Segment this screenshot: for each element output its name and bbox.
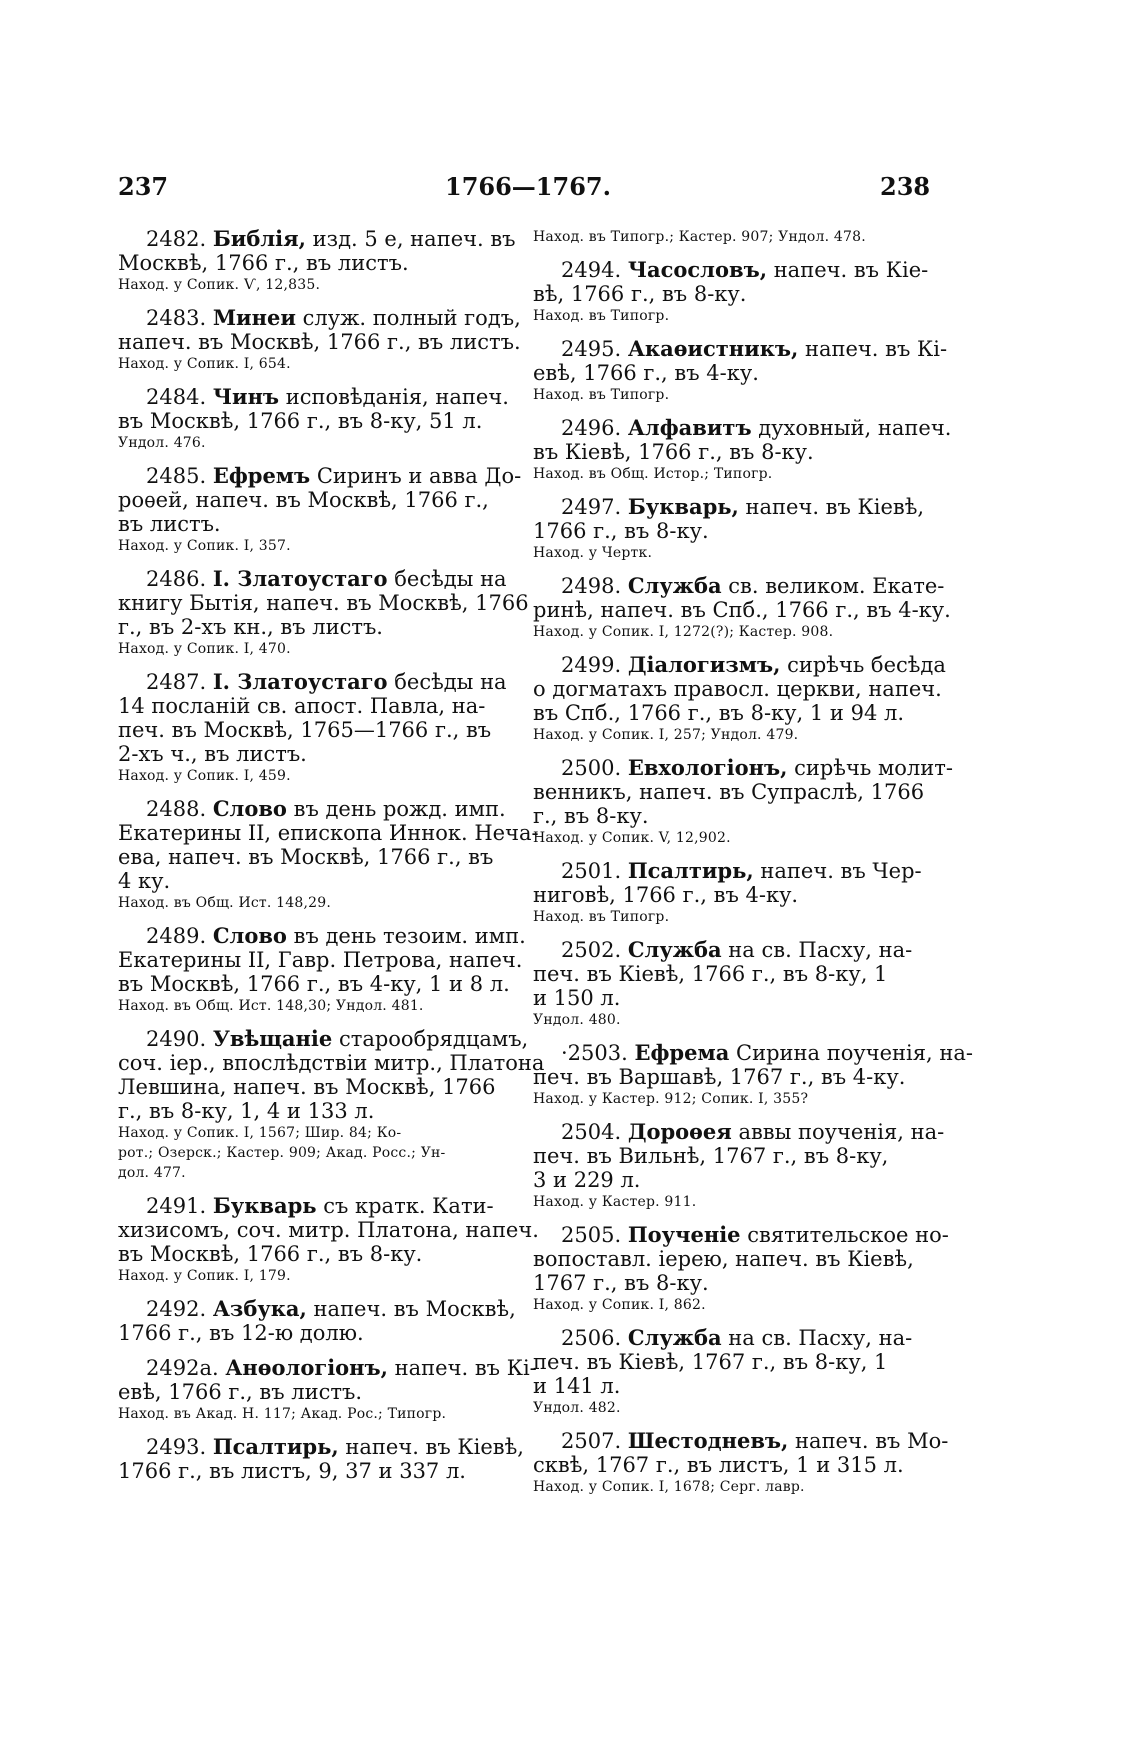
entry-text: на св. Пасху, на- — [728, 938, 913, 962]
entry-text: напеч. въ Москвѣ, — [313, 1297, 516, 1321]
entry-text-line: ринѣ, напеч. въ Спб., 1766 г., въ 4-ку. — [533, 598, 951, 622]
entry-text-line: въ Москвѣ, 1766 г., въ 8-ку. — [118, 1242, 423, 1266]
entry-source: Наход. у Сопик. I, 1567; Шир. 84; Ко- — [118, 1125, 402, 1141]
entry-text-line: 1766 г., въ 8-ку. — [533, 519, 709, 543]
entry-text-line: роѳей, напеч. въ Москвѣ, 1766 г., — [118, 488, 489, 512]
left-column — [118, 226, 545, 1494]
entry-number: 2492а. — [146, 1356, 219, 1380]
catalog-entry — [533, 652, 946, 745]
entry-first-line — [533, 859, 923, 883]
entry-number: 2483. — [146, 306, 207, 330]
entry-text: напеч. въ Чер- — [760, 859, 922, 883]
entry-text-line: 1767 г., въ 8-ку. — [533, 1271, 709, 1295]
entry-source: Наход. въ Типогр.; Кастер. 907; Ундол. 478. — [533, 229, 866, 245]
catalog-entry — [118, 796, 539, 913]
entry-source: Наход. въ Типогр. — [533, 909, 670, 925]
catalog-entry — [533, 227, 923, 247]
entry-source: Наход. у Сопик. Ѵ, 12,835. — [118, 277, 321, 293]
catalog-entry — [533, 755, 953, 848]
entry-text-line: въ Кіевѣ, 1766 г., въ 8-ку. — [533, 440, 814, 464]
running-title: 1766—1767. — [445, 172, 611, 201]
catalog-entry — [533, 938, 923, 1030]
catalog-entry — [533, 1222, 949, 1315]
entry-number: 2497. — [561, 495, 622, 519]
entry-first-line — [118, 384, 509, 409]
entry-title: Служба — [627, 573, 722, 598]
catalog-entry — [118, 1026, 545, 1183]
entry-text-line: напеч. въ Москвѣ, 1766 г., въ листъ. — [118, 330, 521, 354]
entry-text-line: 1766 г., въ листъ, 9, 37 и 337 л. — [118, 1459, 466, 1483]
catalog-entry — [118, 1434, 524, 1483]
entry-number: 2489. — [146, 924, 207, 948]
entry-number: 2504. — [561, 1120, 622, 1144]
entry-text-line: г., въ 2-хъ кн., въ листъ. — [118, 615, 383, 639]
entry-source: Наход. у Сопик. I, 654. — [118, 356, 291, 372]
entry-title: Евхологіонъ, — [627, 755, 788, 780]
catalog-entry — [118, 384, 509, 453]
entry-source: Наход. въ Общ. Ист. 148,29. — [118, 895, 331, 911]
entry-title: Букварь — [212, 1193, 317, 1218]
entry-text: Сиринъ и авва До- — [316, 464, 522, 488]
entry-first-line — [118, 1355, 537, 1380]
entry-title: Анѳологіонъ, — [225, 1355, 388, 1380]
entry-text: напеч. въ Кіе- — [773, 258, 929, 282]
entry-source: Наход. у Сопик. I, 862. — [533, 1297, 706, 1313]
catalog-entry — [533, 1326, 923, 1418]
entry-text: служ. полный годъ, — [302, 306, 521, 330]
entry-number: 2498. — [561, 574, 622, 598]
entry-first-line — [118, 566, 507, 591]
entry-text: въ день рожд. имп. — [293, 797, 506, 821]
entry-number: 2484. — [146, 385, 207, 409]
entry-first-line — [533, 1428, 949, 1453]
entry-text-line: 3 и 229 л. — [533, 1168, 641, 1192]
catalog-entry — [118, 566, 529, 659]
entry-first-line — [533, 1222, 949, 1247]
entry-title: Библія, — [212, 226, 306, 251]
entry-number: 2507. — [561, 1429, 622, 1453]
entry-source: Наход. у Сопик. I, 257; Ундол. 479. — [533, 727, 799, 743]
entry-text: изд. 5 е, напеч. въ — [312, 227, 516, 251]
entry-text: напеч. въ Мо- — [795, 1429, 949, 1453]
entry-text: аввы поученія, на- — [738, 1120, 945, 1144]
entry-title: Минеи — [212, 305, 296, 330]
entry-first-line — [533, 1040, 973, 1065]
entry-title: Часословъ, — [627, 257, 767, 282]
entry-first-line — [533, 257, 929, 282]
entry-first-line — [118, 305, 521, 330]
catalog-entry — [533, 1040, 973, 1109]
entry-title: Увѣщаніе — [212, 1026, 333, 1051]
entry-first-line — [118, 923, 526, 948]
entry-title: Слово — [212, 923, 287, 948]
catalog-entry — [533, 859, 923, 927]
entry-text: на св. Пасху, на- — [728, 1326, 913, 1350]
entry-source: Наход. у Кастер. 912; Сопик. I, 355? — [533, 1091, 809, 1107]
entry-number: 2500. — [561, 756, 622, 780]
catalog-entry — [118, 923, 526, 1016]
entry-number: ·2503. — [561, 1041, 628, 1065]
entry-title: Псалтирь, — [212, 1434, 339, 1459]
entry-text-line: 1766 г., въ 12-ю долю. — [118, 1321, 364, 1345]
catalog-entry — [533, 336, 948, 405]
entry-source: Наход. въ Акад. Н. 117; Акад. Рос.; Типогр. — [118, 1406, 447, 1422]
entry-text-line: печ. въ Варшавѣ, 1767 г., въ 4-ку. — [533, 1065, 906, 1089]
entry-text-line: Левшина, напеч. въ Москвѣ, 1766 — [118, 1075, 496, 1099]
entry-text: Сирина поученія, на- — [736, 1041, 973, 1065]
entry-title: Букварь, — [627, 494, 739, 519]
entry-text-line: евѣ, 1766 г., въ 4-ку. — [533, 361, 759, 385]
entry-title: Шестодневъ, — [627, 1428, 789, 1453]
entry-text-line: хизисомъ, соч. митр. Платона, напеч. — [118, 1218, 539, 1242]
entry-first-line — [118, 226, 516, 251]
entry-source: Наход. у Сопик. I, 1678; Серг. лавр. — [533, 1479, 805, 1495]
entry-text: св. великом. Екате- — [728, 574, 945, 598]
catalog-entry — [118, 1296, 516, 1345]
catalog-entry — [118, 305, 521, 374]
entry-source: Наход. у Сопик. I, 179. — [118, 1268, 291, 1284]
catalog-entry — [533, 495, 923, 563]
entry-source: рот.; Озерск.; Кастер. 909; Акад. Росс.; Ун- — [118, 1145, 446, 1161]
entry-number: 2493. — [146, 1435, 207, 1459]
catalog-entry — [533, 257, 929, 326]
entry-source: Наход. у Сопик. I, 459. — [118, 768, 291, 784]
entry-first-line — [533, 755, 953, 780]
entry-text-line: 2-хъ ч., въ листъ. — [118, 742, 307, 766]
entry-text-line: Екатерины II, Гавр. Петрова, напеч. — [118, 948, 523, 972]
page-number-right: 238 — [880, 172, 931, 201]
catalog-entry — [118, 226, 516, 295]
entry-title: Псалтирь, — [627, 858, 754, 883]
entry-text-line: Екатерины II, епископа Иннок. Неча- — [118, 821, 539, 845]
entry-text-line: въ листъ. — [118, 512, 221, 536]
entry-title: Ефремъ — [212, 463, 311, 488]
entry-text: съ кратк. Кати- — [323, 1194, 494, 1218]
entry-first-line — [533, 415, 952, 440]
entry-first-line — [533, 495, 923, 519]
entry-text-line: и 150 л. — [533, 986, 621, 1010]
entry-first-line — [533, 1119, 945, 1144]
entry-text: сирѣчь бесѣда — [787, 653, 946, 677]
entry-text-line: печ. въ Кіевѣ, 1767 г., въ 8-ку, 1 — [533, 1350, 888, 1374]
entry-title: Слово — [212, 796, 287, 821]
entry-text: напеч. въ Кі- — [394, 1356, 537, 1380]
entry-number: 2496. — [561, 416, 622, 440]
entry-text: напеч. въ Кіевѣ, — [745, 495, 925, 519]
catalog-entry — [533, 1119, 945, 1212]
entry-first-line — [533, 573, 945, 598]
entry-first-line — [533, 336, 948, 361]
entry-source: Наход. у Кастер. 911. — [533, 1194, 697, 1210]
entry-title: Служба — [627, 1325, 722, 1350]
entry-source: дол. 477. — [118, 1165, 186, 1181]
catalog-entry — [533, 573, 951, 642]
entry-number: 2492. — [146, 1297, 207, 1321]
entry-title: Діалогизмъ, — [627, 652, 781, 677]
catalog-entry — [533, 415, 952, 484]
entry-text-line: сквѣ, 1767 г., въ листъ, 1 и 315 л. — [533, 1453, 904, 1477]
entry-source: Ундол. 476. — [118, 435, 206, 451]
entry-text-line: венникъ, напеч. въ Супраслѣ, 1766 — [533, 780, 925, 804]
entry-number: 2495. — [561, 337, 622, 361]
entry-text-line: печ. въ Москвѣ, 1765—1766 г., въ — [118, 718, 492, 742]
entry-number: 2490. — [146, 1027, 207, 1051]
entry-text-line: о догматахъ правосл. церкви, напеч. — [533, 677, 942, 701]
entry-text: святительское но- — [747, 1223, 949, 1247]
entry-number: 2501. — [561, 859, 622, 883]
entry-text: старообрядцамъ, — [338, 1027, 529, 1051]
entry-source: Наход. въ Общ. Истор.; Типогр. — [533, 466, 773, 482]
catalog-entry — [118, 1193, 539, 1286]
entry-title: Ефрема — [634, 1040, 730, 1065]
entry-title: І. Златоустаго — [212, 669, 388, 694]
catalog-entry — [118, 1355, 537, 1424]
entry-title: Дороѳея — [627, 1119, 732, 1144]
entry-text-line: вѣ, 1766 г., въ 8-ку. — [533, 282, 747, 306]
entry-text-line: книгу Бытія, напеч. въ Москвѣ, 1766 — [118, 591, 529, 615]
entry-text-line: евѣ, 1766 г., въ листъ. — [118, 1380, 363, 1404]
entry-title: І. Златоустаго — [212, 566, 388, 591]
entry-text: бесѣды на — [394, 670, 507, 694]
entry-text-line: ева, напеч. въ Москвѣ, 1766 г., въ — [118, 845, 494, 869]
entry-text: бесѣды на — [394, 567, 507, 591]
entry-number: 2502. — [561, 938, 622, 962]
entry-number: 2482. — [146, 227, 207, 251]
entry-title: Алфавитъ — [627, 415, 752, 440]
catalog-entry — [118, 669, 507, 786]
entry-first-line — [118, 463, 522, 488]
entry-number: 2499. — [561, 653, 622, 677]
entry-title: Служба — [627, 937, 722, 962]
entry-text-line: 4 ку. — [118, 869, 171, 893]
entry-first-line — [533, 938, 923, 962]
entry-source: Ундол. 480. — [533, 1012, 621, 1028]
entry-text: въ день тезоим. имп. — [293, 924, 526, 948]
entry-text: духовный, напеч. — [758, 416, 952, 440]
entry-source: Наход. у Сопик. I, 470. — [118, 641, 291, 657]
entry-title: Чинъ — [212, 384, 280, 409]
entry-text: сирѣчь молит- — [794, 756, 953, 780]
right-column — [533, 227, 973, 1508]
entry-source: Наход. въ Типогр. — [533, 308, 670, 324]
entry-first-line — [118, 1194, 503, 1218]
entry-first-line — [118, 1296, 516, 1321]
entry-first-line — [533, 652, 946, 677]
entry-title: Азбука, — [212, 1296, 307, 1321]
entry-number: 2494. — [561, 258, 622, 282]
entry-number: 2488. — [146, 797, 207, 821]
entry-title: Акаѳистникъ, — [627, 336, 799, 361]
catalog-entry — [533, 1428, 949, 1497]
entry-source: Наход. у Сопик. V, 12,902. — [533, 830, 731, 846]
entry-first-line — [118, 669, 507, 694]
entry-number: 2506. — [561, 1326, 622, 1350]
entry-text: напеч. въ Кі- — [804, 337, 948, 361]
entry-text-line: печ. въ Вильнѣ, 1767 г., въ 8-ку, — [533, 1144, 889, 1168]
entry-text-line: печ. въ Кіевѣ, 1766 г., въ 8-ку, 1 — [533, 962, 888, 986]
entry-source: Наход. въ Общ. Ист. 148,30; Ундол. 481. — [118, 998, 424, 1014]
entry-text-line: г., въ 8-ку, 1, 4 и 133 л. — [118, 1099, 375, 1123]
entry-first-line — [118, 1026, 529, 1051]
entry-number: 2491. — [146, 1194, 207, 1218]
entry-source: Наход. у Чертк. — [533, 545, 653, 561]
entry-text: напеч. въ Кіевѣ, — [345, 1435, 524, 1459]
entry-text-line: въ Спб., 1766 г., въ 8-ку, 1 и 94 л. — [533, 701, 905, 725]
entry-text: исповѣданія, напеч. — [285, 385, 509, 409]
entry-text-line: 14 посланій св. апост. Павла, на- — [118, 694, 486, 718]
entry-number: 2485. — [146, 464, 207, 488]
entry-source: Наход. у Сопик. I, 357. — [118, 538, 291, 554]
entry-source: Наход. у Сопик. I, 1272(?); Кастер. 908. — [533, 624, 834, 640]
page-header — [0, 172, 1140, 212]
entry-text-line: ниговѣ, 1766 г., въ 4-ку. — [533, 883, 799, 907]
entry-title: Поученіе — [627, 1222, 741, 1247]
entry-source: Ундол. 482. — [533, 1400, 621, 1416]
catalog-entry — [118, 463, 522, 556]
page-number-left: 237 — [118, 172, 169, 201]
entry-source: Наход. въ Типогр. — [533, 387, 670, 403]
entry-text-line: соч. іер., впослѣдствіи митр., Платона — [118, 1051, 545, 1075]
entry-number: 2486. — [146, 567, 207, 591]
entry-text-line: въ Москвѣ, 1766 г., въ 8-ку, 51 л. — [118, 409, 483, 433]
entry-text-line: въ Москвѣ, 1766 г., въ 4-ку, 1 и 8 л. — [118, 972, 510, 996]
entry-number: 2505. — [561, 1223, 622, 1247]
entry-first-line — [533, 1326, 923, 1350]
entry-number: 2487. — [146, 670, 207, 694]
entry-text-line: и 141 л. — [533, 1374, 621, 1398]
entry-text-line: вопоставл. іерею, напеч. въ Кіевѣ, — [533, 1247, 914, 1271]
entry-text-line: Москвѣ, 1766 г., въ листъ. — [118, 251, 409, 275]
entry-text-line: г., въ 8-ку. — [533, 804, 649, 828]
entry-first-line — [118, 1434, 524, 1459]
entry-first-line — [118, 796, 506, 821]
